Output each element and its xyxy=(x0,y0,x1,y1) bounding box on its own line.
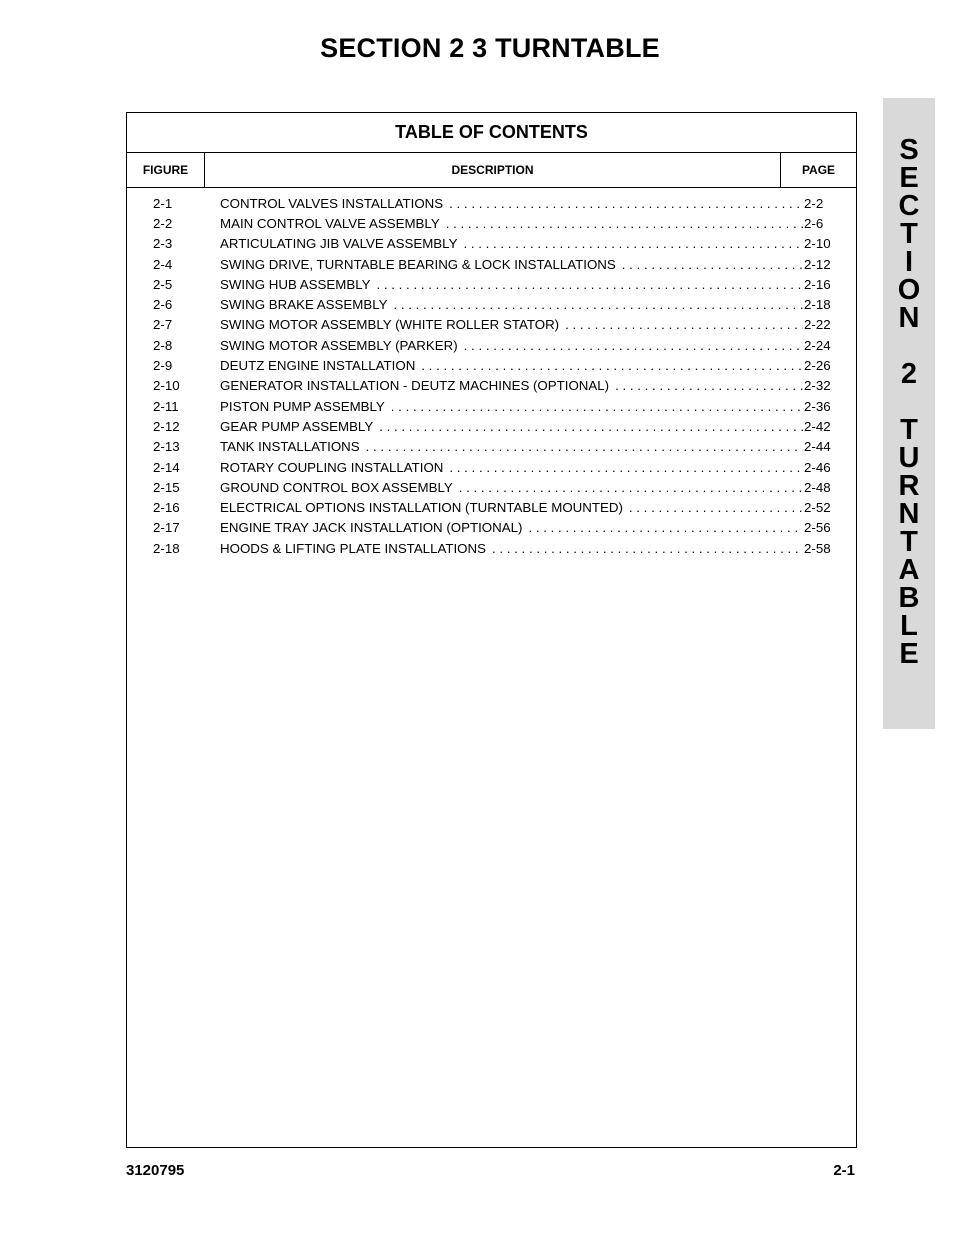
toc-entry-figure: 2-16 xyxy=(153,500,180,516)
toc-entry-description: PISTON PUMP ASSEMBLY xyxy=(220,398,385,414)
side-tab-letter: E xyxy=(899,162,919,194)
toc-entry[interactable] xyxy=(127,355,856,375)
toc-entry[interactable] xyxy=(127,477,856,497)
toc-entry-description-cell xyxy=(220,480,803,495)
side-tab-letter: N xyxy=(898,498,920,530)
toc-entry-description: SWING DRIVE, TURNTABLE BEARING & LOCK INSTALLATIONS xyxy=(220,256,616,272)
toc-entry[interactable] xyxy=(127,254,856,274)
toc-entry-figure: 2-6 xyxy=(153,297,173,313)
side-tab-letter: B xyxy=(898,582,920,614)
dot-leader xyxy=(443,460,803,475)
toc-entry-figure: 2-10 xyxy=(153,378,180,394)
toc-entry-figure: 2-3 xyxy=(153,236,173,252)
toc-entry-description: MAIN CONTROL VALVE ASSEMBLY xyxy=(220,215,440,231)
toc-entry-page: 2-42 xyxy=(804,418,831,434)
toc-entry-page: 2-16 xyxy=(804,276,831,292)
toc-entry-description: SWING MOTOR ASSEMBLY (WHITE ROLLER STATOR) xyxy=(220,317,560,333)
toc-entry-figure: 2-9 xyxy=(153,358,173,374)
document-number: 3120795 xyxy=(126,1162,185,1179)
toc-column-headers xyxy=(127,153,856,188)
dot-leader xyxy=(443,196,803,211)
toc-entry[interactable] xyxy=(127,437,856,457)
toc-entry-description-cell xyxy=(220,439,803,454)
toc-rows xyxy=(127,193,856,558)
toc-entry-description: SWING BRAKE ASSEMBLY xyxy=(220,297,388,313)
side-tab-letter: T xyxy=(900,218,918,250)
dot-leader xyxy=(440,216,803,231)
toc-entry-page: 2-32 xyxy=(804,378,831,394)
dot-leader xyxy=(415,358,803,373)
toc-entry[interactable] xyxy=(127,416,856,436)
toc-heading: TABLE OF CONTENTS xyxy=(127,113,856,153)
description-column-header: DESCRIPTION xyxy=(205,153,781,187)
page-column-header: PAGE xyxy=(801,163,836,177)
toc-entry-description: SWING HUB ASSEMBLY xyxy=(220,276,371,292)
toc-entry-description-cell xyxy=(220,317,803,332)
toc-entry-description-cell xyxy=(220,196,803,211)
side-tab-letter: N xyxy=(898,302,920,334)
toc-entry-page: 2-52 xyxy=(804,500,831,516)
toc-entry-description: ARTICULATING JIB VALVE ASSEMBLY xyxy=(220,236,458,252)
side-tab-letter: R xyxy=(898,470,920,502)
dot-leader xyxy=(385,399,803,414)
dot-leader xyxy=(373,419,803,434)
toc-entry-figure: 2-8 xyxy=(153,337,173,353)
toc-entry[interactable] xyxy=(127,538,856,558)
toc-entry-page: 2-44 xyxy=(804,439,831,455)
side-tab-letter: U xyxy=(898,442,920,474)
toc-entry[interactable] xyxy=(127,213,856,233)
side-tab-letter: C xyxy=(898,190,920,222)
toc-entry-figure: 2-1 xyxy=(153,195,173,211)
toc-entry[interactable] xyxy=(127,294,856,314)
toc-entry-description-cell xyxy=(220,216,803,231)
toc-entry-description: ELECTRICAL OPTIONS INSTALLATION (TURNTABLE MOUNTED) xyxy=(220,500,623,516)
side-tab-letter: T xyxy=(900,526,918,558)
toc-entry-page: 2-12 xyxy=(804,256,831,272)
dot-leader xyxy=(623,500,803,515)
toc-entry-description: ENGINE TRAY JACK INSTALLATION (OPTIONAL) xyxy=(220,520,523,536)
dot-leader xyxy=(522,520,803,535)
toc-entry-description-cell xyxy=(220,500,803,515)
toc-entry-description-cell xyxy=(220,338,803,353)
toc-entry-figure: 2-4 xyxy=(153,256,173,272)
toc-entry-figure: 2-17 xyxy=(153,520,180,536)
toc-entry-figure: 2-13 xyxy=(153,439,180,455)
toc-entry-description: ROTARY COUPLING INSTALLATION xyxy=(220,459,444,475)
toc-entry-page: 2-48 xyxy=(804,479,831,495)
toc-entry[interactable] xyxy=(127,376,856,396)
toc-entry[interactable] xyxy=(127,234,856,254)
toc-entry-page: 2-10 xyxy=(804,236,831,252)
side-tab-letter: S xyxy=(899,134,919,166)
toc-entry-description-cell xyxy=(220,358,803,373)
side-tab-letter: L xyxy=(900,610,918,642)
toc-entry-description-cell xyxy=(220,277,803,292)
toc-entry-page: 2-6 xyxy=(804,215,824,231)
dot-leader xyxy=(360,439,803,454)
toc-entry[interactable] xyxy=(127,497,856,517)
toc-entry-description-cell xyxy=(220,520,803,535)
toc-entry-description: CONTROL VALVES INSTALLATIONS xyxy=(220,195,444,211)
toc-entry-page: 2-56 xyxy=(804,520,831,536)
toc-entry-description-cell xyxy=(220,236,803,251)
toc-entry-description-cell xyxy=(220,297,803,312)
toc-entry[interactable] xyxy=(127,315,856,335)
toc-entry[interactable] xyxy=(127,193,856,213)
dot-leader xyxy=(486,541,803,556)
toc-entry-description-cell xyxy=(220,419,803,434)
toc-entry-description-cell xyxy=(220,460,803,475)
dot-leader xyxy=(458,338,803,353)
toc-entry-figure: 2-12 xyxy=(153,418,180,434)
toc-entry-figure: 2-7 xyxy=(153,317,173,333)
side-tab-letter: O xyxy=(897,274,921,306)
table-of-contents xyxy=(126,112,857,1148)
toc-entry-description: SWING MOTOR ASSEMBLY (PARKER) xyxy=(220,337,458,353)
toc-entry-figure: 2-15 xyxy=(153,479,180,495)
page-title: SECTION 2 3 TURNTABLE xyxy=(320,33,660,63)
side-tab-letter: E xyxy=(899,638,919,670)
toc-entry-description: HOODS & LIFTING PLATE INSTALLATIONS xyxy=(220,540,486,556)
side-tab-letter: A xyxy=(898,554,920,586)
toc-entry-description: GROUND CONTROL BOX ASSEMBLY xyxy=(220,479,453,495)
dot-leader xyxy=(616,257,803,272)
side-tab-letter: T xyxy=(900,414,918,446)
toc-entry-figure: 2-5 xyxy=(153,276,173,292)
toc-entry-description: TANK INSTALLATIONS xyxy=(220,439,360,455)
dot-leader xyxy=(388,297,804,312)
dot-leader xyxy=(457,236,803,251)
toc-entry-description-cell xyxy=(220,541,803,556)
toc-entry-page: 2-22 xyxy=(804,317,831,333)
toc-entry-description-cell xyxy=(220,257,803,272)
toc-entry-page: 2-24 xyxy=(804,337,831,353)
figure-column-header: FIGURE xyxy=(127,153,205,187)
dot-leader xyxy=(371,277,804,292)
toc-entry-page: 2-46 xyxy=(804,459,831,475)
side-tab-letter: 2 xyxy=(900,358,918,390)
toc-entry[interactable] xyxy=(127,396,856,416)
toc-entry[interactable] xyxy=(127,335,856,355)
section-side-tab xyxy=(883,98,935,729)
dot-leader xyxy=(609,378,803,393)
toc-entry-description: GEAR PUMP ASSEMBLY xyxy=(220,418,374,434)
toc-entry-page: 2-2 xyxy=(804,195,824,211)
toc-entry-page: 2-36 xyxy=(804,398,831,414)
toc-entry-description: DEUTZ ENGINE INSTALLATION xyxy=(220,358,416,374)
toc-entry-figure: 2-18 xyxy=(153,540,180,556)
page-number: 2-1 xyxy=(833,1162,855,1179)
toc-entry-description: GENERATOR INSTALLATION - DEUTZ MACHINES (OPTIONAL) xyxy=(220,378,610,394)
toc-entry-page: 2-58 xyxy=(804,540,831,556)
toc-entry-figure: 2-2 xyxy=(153,215,173,231)
side-tab-letter: I xyxy=(904,246,914,278)
toc-entry-description-cell xyxy=(220,378,803,393)
toc-entry-page: 2-18 xyxy=(804,297,831,313)
toc-entry[interactable] xyxy=(127,518,856,538)
dot-leader xyxy=(559,317,803,332)
toc-entry[interactable] xyxy=(127,457,856,477)
dot-leader xyxy=(453,480,803,495)
toc-entry-description-cell xyxy=(220,399,803,414)
toc-entry-figure: 2-11 xyxy=(153,398,179,414)
toc-entry-page: 2-26 xyxy=(804,358,831,374)
toc-entry[interactable] xyxy=(127,274,856,294)
toc-entry-figure: 2-14 xyxy=(153,459,180,475)
